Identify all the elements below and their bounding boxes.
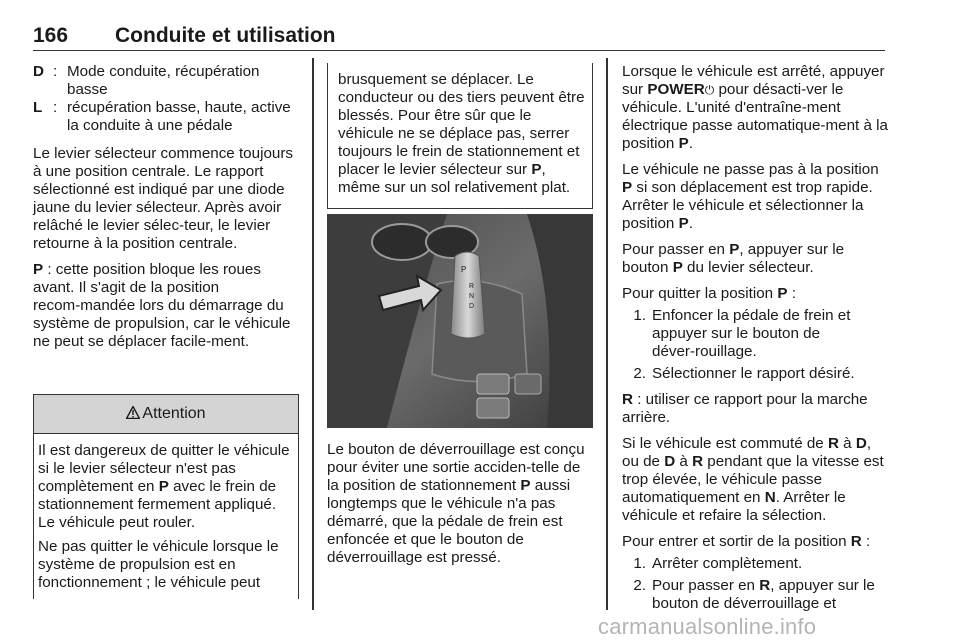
- gear-letter: D: [855, 435, 867, 452]
- paragraph-selector-lever: Le levier sélecteur commence toujours à une position centrale. Le rapport sélectionné est indiqué par une diode jaune du levier sélecteur. Après avoir relâché le levier sélec‑teur, le levier retourne à la position centrale.: [33, 145, 293, 252]
- paragraph-text: à: [838, 435, 856, 452]
- gear-letter: P: [33, 261, 44, 278]
- paragraph-shift-to-p: [622, 241, 888, 277]
- paragraph-text: , appuyer sur le bouton de déverrouillage et: [652, 577, 875, 612]
- column-1: [33, 63, 297, 359]
- step-text: Arrêter complètement.: [652, 555, 803, 572]
- gear-letter: P: [729, 241, 740, 258]
- lever-label-d: D: [469, 303, 475, 310]
- paragraph-text: Pour passer en: [622, 241, 730, 258]
- console-button-1: [477, 374, 509, 394]
- step-text: Sélectionner le rapport désiré.: [652, 365, 855, 382]
- paragraph-text: Lorsque le véhicule est arrêté, appuyer sur: [622, 63, 885, 98]
- lever-label-r: R: [469, 283, 475, 290]
- column-2-text: [327, 441, 593, 575]
- warning-continuation-box: [327, 63, 593, 209]
- list-item: [622, 555, 888, 573]
- list-item: [622, 577, 888, 613]
- mode-definitions: [33, 63, 297, 135]
- console-button-3: [515, 374, 541, 394]
- power-icon: ⏻: [704, 83, 715, 97]
- paragraph-text: aussi longtemps que le véhicule n'a pas démarré, que la pédale de frein est enfoncée et que le bouton de déverrouillage est pressé.: [327, 477, 571, 566]
- paragraph-text: :: [787, 285, 796, 302]
- leave-p-steps: [622, 307, 888, 383]
- console-button-2: [477, 398, 509, 418]
- chapter-title: Conduite et utilisation: [115, 24, 336, 47]
- paragraph-park-position: [33, 261, 297, 351]
- step-number: 1.: [633, 307, 646, 324]
- paragraph-text: Il est dangereux de quitter le véhicule si le levier sélecteur n'est pas complètement en: [38, 442, 290, 495]
- paragraph-text: Pour quitter la position: [622, 285, 778, 302]
- paragraph-text: . Arrêter le véhicule et refaire la sélection.: [622, 489, 846, 524]
- attention-box: [33, 394, 299, 599]
- gear-selector-image: [327, 214, 593, 428]
- paragraph-text: : utiliser ce rapport pour la marche arrière.: [622, 391, 868, 426]
- paragraph-text: pour désacti‑ver le véhicule. L'unité d'entraîne‑ment électrique passe automatique‑ment à la position: [622, 81, 888, 152]
- column-divider-1: [312, 58, 314, 610]
- paragraph-text: .: [688, 135, 693, 152]
- paragraph-enter-r: [622, 533, 888, 551]
- paragraph-text: brusquement se déplacer. Le conducteur ou des tiers peuvent être blessés. Pour être sûr que le véhicule ne se déplace pas, serrer toujours le frein de stationnement et placer le levier sélecteur sur: [338, 71, 585, 178]
- selector-lever: [451, 252, 485, 338]
- gear-letter: P: [158, 478, 169, 495]
- paragraph-text: , ou de: [622, 435, 872, 470]
- paragraph-text: :: [861, 533, 871, 550]
- paragraph-power-off: [622, 63, 888, 153]
- warning-triangle-icon: [126, 405, 140, 423]
- list-item: [622, 365, 888, 383]
- paragraph-switch-r-d: [622, 435, 888, 525]
- paragraph-text: Le bouton de déverrouillage est conçu pour éviter une sortie acciden‑telle de la position de stationnement: [327, 441, 585, 494]
- step-text: Enfoncer la pédale de frein et appuyer sur le bouton de déver‑rouillage.: [652, 307, 851, 360]
- gear-letter: P: [777, 285, 788, 302]
- definition-separator: :: [53, 99, 58, 116]
- paragraph-text: pendant que la vitesse est trop élevée, le véhicule passe automatiquement en: [622, 453, 884, 506]
- power-label: POWER: [647, 81, 705, 98]
- column-divider-2: [606, 58, 608, 610]
- gear-letter: D: [664, 453, 676, 470]
- paragraph-text: , même sur un sol relativement plat.: [338, 161, 571, 196]
- paragraph-text: , appuyer sur le bouton: [622, 241, 845, 276]
- gear-letter: R: [827, 435, 839, 452]
- list-item: [622, 307, 888, 361]
- gear-letter: R: [692, 453, 704, 470]
- paragraph-text: avec le frein de stationnement fermement appliqué. Le véhicule peut rouler.: [38, 478, 277, 531]
- step-number: 2.: [633, 365, 646, 382]
- definition-description: Mode conduite, récupération basse: [67, 63, 260, 98]
- definition-description: récupération basse, haute, active la conduite à une pédale: [67, 99, 291, 134]
- step-text: [652, 577, 888, 613]
- paragraph-text: si son déplacement est trop rapide. Arrêter le véhicule et sélectionner la position: [622, 179, 873, 232]
- paragraph-reverse: [622, 391, 888, 427]
- gear-letter: P: [672, 259, 683, 276]
- attention-paragraph-2: Ne pas quitter le véhicule lorsque le système de propulsion est en fonctionnement ; le véhicule peut: [38, 538, 279, 591]
- definition-separator: :: [53, 63, 58, 80]
- gear-letter: P: [678, 215, 689, 232]
- paragraph-text: Pour entrer et sortir de la position: [622, 533, 851, 550]
- definition-d: [33, 63, 297, 99]
- gear-letter: P: [622, 179, 633, 196]
- gear-letter: P: [531, 161, 542, 178]
- paragraph-text: Le véhicule ne passe pas à la position: [622, 161, 879, 178]
- paragraph-text: .: [688, 215, 693, 232]
- paragraph-text: Pour passer en: [652, 577, 760, 594]
- definition-term: L: [33, 99, 43, 116]
- gear-letter: N: [764, 489, 776, 506]
- column-3: [622, 63, 888, 621]
- gear-selector-illustration: [327, 214, 593, 428]
- gear-letter: R: [759, 577, 771, 594]
- enter-r-steps: [622, 555, 888, 613]
- gear-letter: R: [850, 533, 862, 550]
- lever-label-p: P: [461, 265, 467, 274]
- paragraph-leave-p: [622, 285, 888, 303]
- page-number: 166: [33, 24, 69, 47]
- paragraph-text: à: [675, 453, 693, 470]
- attention-header: [34, 395, 298, 434]
- paragraph-text: du levier sélecteur.: [682, 259, 814, 276]
- cup-holder-1: [372, 224, 432, 260]
- paragraph-text: Si le véhicule est commuté de: [622, 435, 828, 452]
- attention-paragraph-1: [38, 442, 294, 532]
- definition-term: D: [33, 63, 44, 80]
- gear-letter: P: [520, 477, 531, 494]
- paragraph-text: : cette position bloque les roues avant. Il s'agit de la position recom‑mandée lors du démarrage du système de propulsion, car le véhicule ne peut se déplacer facile‑ment.: [33, 261, 291, 350]
- watermark: carmanualsonline.info: [598, 614, 817, 639]
- attention-title: Attention: [142, 405, 206, 422]
- page-header: [33, 0, 885, 51]
- gear-letter: P: [678, 135, 689, 152]
- gear-letter: R: [622, 391, 633, 408]
- figure-caption: [327, 441, 593, 567]
- attention-body: [34, 434, 298, 592]
- lever-label-n: N: [469, 293, 475, 300]
- definition-l: [33, 99, 297, 135]
- step-number: 1.: [633, 555, 646, 572]
- paragraph-speed-limit: [622, 161, 888, 233]
- step-number: 2.: [633, 577, 646, 594]
